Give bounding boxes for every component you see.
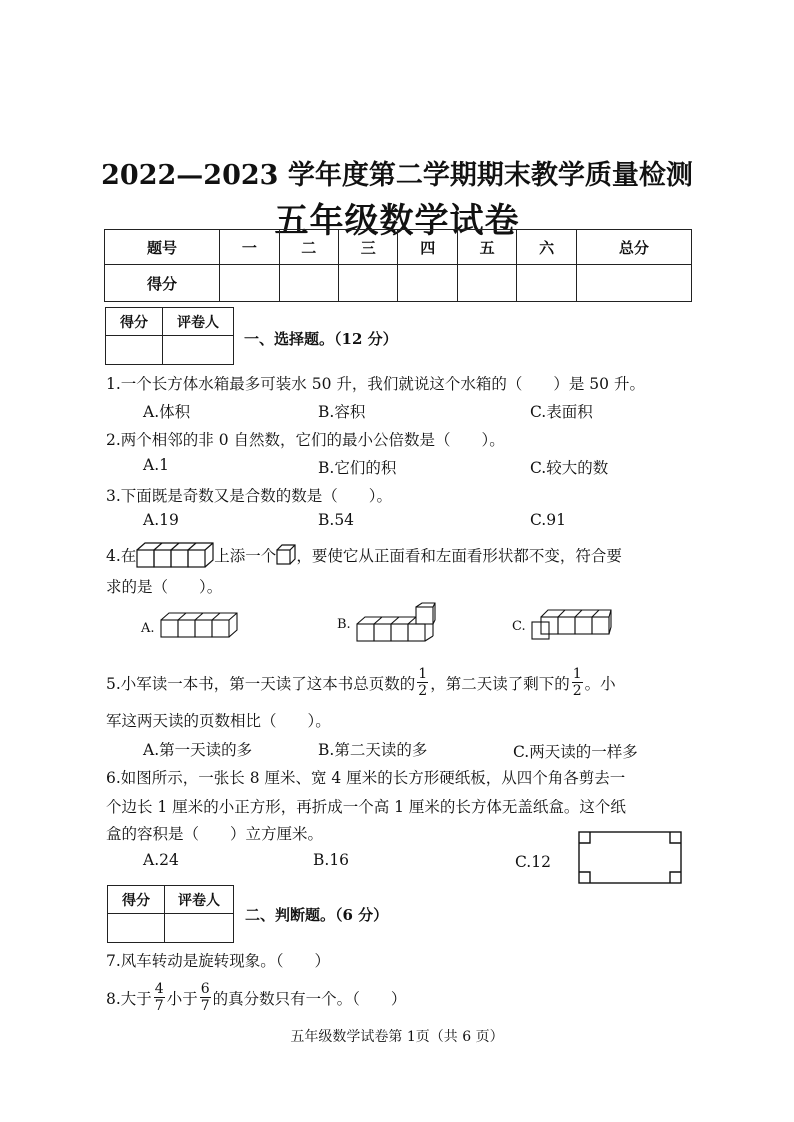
question-5-line2: 军这两天读的页数相比（ ）。 [106,712,331,730]
score-cell[interactable] [220,265,279,302]
score-header-cell: 总分 [576,230,691,265]
exam-title-line1: 2022—2023 学年度第二学期期末教学质量检测 [101,160,693,191]
q5-option-c[interactable]: C.两天读的一样多 [513,743,638,761]
q5-part1: 5.小军读一本书，第一天读了这本书总页数的 [106,674,416,693]
q4-suffix: ，要使它从正面看和左面看形状都不变，符合要 [296,547,622,565]
exam-title-line2: 五年级数学试卷 [274,201,520,241]
grader-name-cell[interactable] [165,914,234,943]
q2-option-c[interactable]: C.较大的数 [530,459,609,477]
q6-option-a[interactable]: A.24 [143,851,179,869]
question-7: 7.风车转动是旋转现象。（ ） [106,952,331,970]
q8-frac2-den: 7 [200,998,210,1014]
question-6-line2: 个边长 1 厘米的小正方形，再折成一个高 1 厘米的长方体无盖纸盒。这个纸 [106,798,626,816]
grader-score-cell[interactable] [106,336,163,365]
q5-part2: ，第二天读了剩下的 [430,674,570,693]
q5-option-a[interactable]: A.第一天读的多 [143,741,253,759]
cardboard-figure [578,831,683,885]
q4-option-b-figure[interactable] [356,602,436,642]
q4-option-b[interactable]: B. [337,617,351,632]
q5-fraction-2 [572,666,583,699]
score-header-cell: 三 [339,230,398,265]
question-5 [106,666,616,699]
q4-option-a[interactable]: A. [141,621,155,636]
score-cell[interactable] [576,265,691,302]
score-row-label: 得分 [105,265,220,302]
grader-score-label: 得分 [106,308,163,336]
score-header-cell: 题号 [105,230,220,265]
q8-part2: 小于 [166,989,198,1008]
q6-option-b[interactable]: B.16 [313,851,350,869]
single-cube-icon [276,544,296,566]
q4-option-c-figure[interactable] [531,607,613,641]
section1-title: 一、选择题。（12 分） [244,330,398,348]
score-cell[interactable] [279,265,338,302]
q8-fraction-2 [200,981,211,1014]
q4-middle: 上添一个 [214,547,277,565]
q5-frac2-num: 1 [572,666,582,682]
score-cell[interactable] [398,265,457,302]
score-cell[interactable] [339,265,398,302]
score-header-cell: 二 [279,230,338,265]
grader-score-label: 得分 [108,886,165,914]
q4-option-a-figure[interactable] [160,610,240,640]
q4-option-c[interactable]: C. [512,619,526,634]
score-header-cell: 六 [517,230,576,265]
q1-option-a[interactable]: A.体积 [143,403,191,421]
question-4-line2: 求的是（ ）。 [106,578,223,596]
question-4 [106,541,622,569]
score-header-cell: 一 [220,230,279,265]
score-header-cell: 四 [398,230,457,265]
q4-prefix: 4.在 [106,547,137,565]
question-6-line3: 盒的容积是（ ）立方厘米。 [106,825,324,843]
q8-frac1-den: 7 [154,998,164,1014]
q6-option-c[interactable]: C.12 [515,853,551,871]
score-table [104,229,692,302]
grader-box-section2 [107,885,234,943]
q8-frac2-num: 6 [200,981,210,997]
question-1: 1.一个长方体水箱最多可装水 50 升，我们就说这个水箱的（ ）是 50 升。 [106,375,645,393]
q1-option-c[interactable]: C.表面积 [530,403,593,421]
q5-frac2-den: 2 [572,683,582,699]
score-header-cell: 五 [457,230,516,265]
q5-fraction-1 [417,666,428,699]
q5-part3: 。小 [584,674,616,693]
q8-frac1-num: 4 [154,981,164,997]
q8-part3: 的真分数只有一个。（ ） [212,989,407,1008]
score-cell[interactable] [517,265,576,302]
q3-option-a[interactable]: A.19 [143,511,179,529]
question-8 [106,981,406,1014]
q3-option-b[interactable]: B.54 [318,511,355,529]
q8-part1: 8.大于 [106,989,152,1008]
q2-option-a[interactable]: A.1 [143,456,169,474]
q1-option-b[interactable]: B.容积 [318,403,366,421]
question-2: 2.两个相邻的非 0 自然数，它们的最小公倍数是（ ）。 [106,431,505,449]
grader-score-cell[interactable] [108,914,165,943]
q8-fraction-1 [154,981,165,1014]
grader-box-section1 [105,307,234,365]
page-footer: 五年级数学试卷第 1页（共 6 页） [290,1029,504,1045]
score-cell[interactable] [457,265,516,302]
section2-title: 二、判断题。（6 分） [245,906,389,924]
grader-name-label: 评卷人 [163,308,234,336]
question-3: 3.下面既是奇数又是合数的数是（ ）。 [106,487,393,505]
four-cubes-row-figure [136,541,214,569]
q2-option-b[interactable]: B.它们的积 [318,459,397,477]
q5-option-b[interactable]: B.第二天读的多 [318,741,428,759]
grader-name-cell[interactable] [163,336,234,365]
q5-frac1-num: 1 [418,666,428,682]
grader-name-label: 评卷人 [165,886,234,914]
question-6: 6.如图所示，一张长 8 厘米、宽 4 厘米的长方形硬纸板，从四个角各剪去一 [106,769,626,787]
q5-frac1-den: 2 [418,683,428,699]
q3-option-c[interactable]: C.91 [530,511,566,529]
